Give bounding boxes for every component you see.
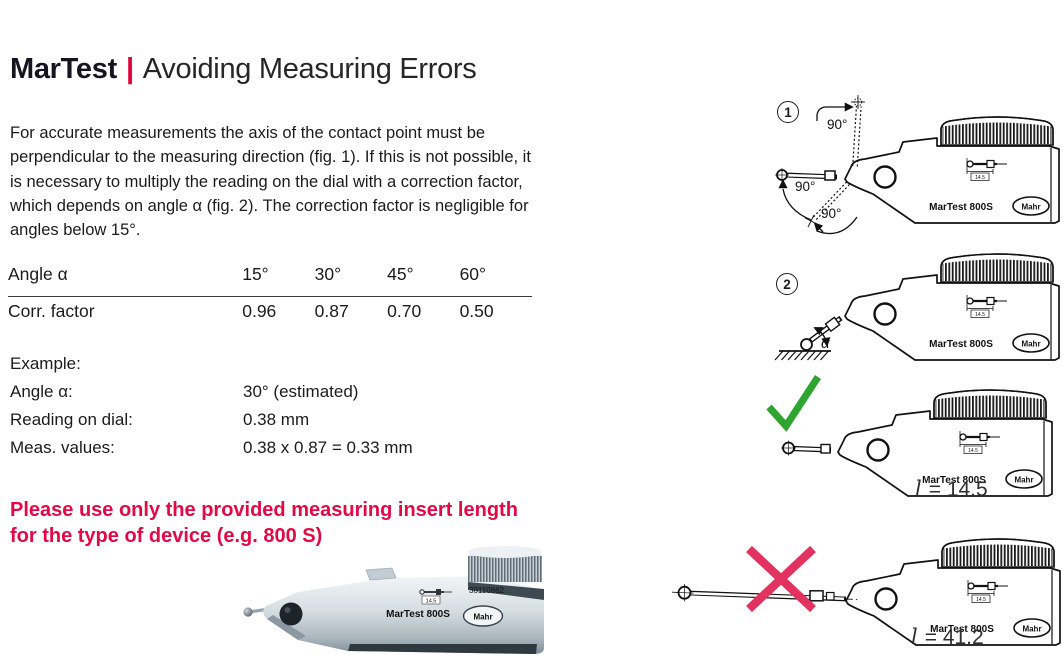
example-row	[10, 406, 413, 434]
figure-1-number: 1	[777, 101, 799, 123]
title-separator: |	[125, 53, 134, 85]
length-value: = 41.2	[924, 626, 984, 649]
angle-label-bottom: 90°	[821, 206, 842, 221]
photo-cap-top	[468, 546, 542, 558]
intro-line: angles below 15°.	[10, 221, 141, 240]
table-header-row	[8, 264, 532, 297]
product-photo	[240, 538, 552, 658]
figure-2-diagram	[765, 248, 1063, 368]
length-value: = 14.5	[928, 478, 988, 501]
example-row	[10, 378, 413, 406]
factor-value: 0.96	[242, 301, 277, 321]
photo-serial: 30110862	[469, 586, 504, 595]
photo-pivot	[280, 603, 303, 626]
figure-2-number: 2	[776, 273, 798, 295]
example-row	[10, 434, 413, 462]
stylus-ball	[801, 339, 812, 350]
example-value: 0.38 x 0.87 = 0.33 mm	[243, 438, 413, 457]
intro-line: is necessary to multiply the reading on the dial with a correction factor,	[10, 172, 523, 191]
photo-stylus-ball	[243, 607, 252, 616]
alpha-label: α	[821, 335, 830, 352]
example-value: 30° (estimated)	[243, 382, 359, 401]
intro-line: which depends on angle α (fig. 2). The correction factor is negligible for	[10, 196, 529, 215]
figure-4-diagram	[660, 528, 1063, 658]
intro-paragraph	[10, 121, 531, 242]
brand-name: MarTest	[10, 53, 117, 85]
figure-3-diagram	[740, 368, 1063, 505]
photo-model-label: MarTest 800S	[386, 609, 450, 620]
correction-factor-table	[8, 264, 532, 333]
warning-line: Please use only the provided measuring insert length	[10, 499, 518, 521]
example-heading: Example:	[10, 354, 81, 373]
table-header-label: Angle α	[8, 264, 68, 284]
check-icon	[769, 377, 818, 426]
intro-line: For accurate measurements the axis of the contact point must be	[10, 124, 486, 142]
ground-hatching	[775, 351, 829, 360]
length-label-wrong	[911, 625, 984, 650]
length-symbol: l	[915, 477, 922, 501]
photo-clamp-tab	[366, 568, 396, 580]
factor-value: 0.50	[459, 301, 494, 321]
cross-icon	[749, 549, 813, 609]
length-label-correct	[915, 477, 988, 502]
example-block	[10, 350, 413, 462]
factor-value: 0.87	[314, 301, 349, 321]
svg-text:14.5: 14.5	[425, 598, 437, 605]
photo-bottom-edge	[348, 644, 537, 654]
example-label: Meas. values:	[10, 438, 115, 457]
page-title	[10, 53, 476, 86]
page-subtitle: Avoiding Measuring Errors	[142, 53, 477, 85]
angle-value: 15°	[242, 264, 269, 284]
photo-cap-knurl	[468, 556, 542, 582]
angle-value: 60°	[459, 264, 487, 284]
example-value: 0.38 mm	[243, 410, 310, 429]
product-photo-art	[240, 538, 552, 658]
example-label: Reading on dial:	[10, 410, 133, 429]
photo-brand-label: Mahr	[473, 612, 493, 622]
factor-row-label: Corr. factor	[8, 301, 95, 321]
angle-value: 30°	[314, 264, 342, 284]
angle-label-top: 90°	[827, 117, 848, 132]
angle-value: 45°	[387, 264, 414, 284]
angle-label-mid: 90°	[795, 179, 816, 194]
example-label: Angle α:	[10, 382, 73, 401]
length-symbol: l	[911, 625, 918, 649]
intro-line: perpendicular to the measuring direction (fig. 1). If this is not possible, it	[10, 148, 531, 167]
warning-line: for the type of device (e.g. 800 S)	[10, 524, 323, 547]
figure-1-diagram	[765, 90, 1063, 240]
factor-value: 0.70	[387, 301, 422, 321]
table-factor-row	[8, 297, 532, 333]
photo-pivot-highlight	[285, 607, 291, 613]
